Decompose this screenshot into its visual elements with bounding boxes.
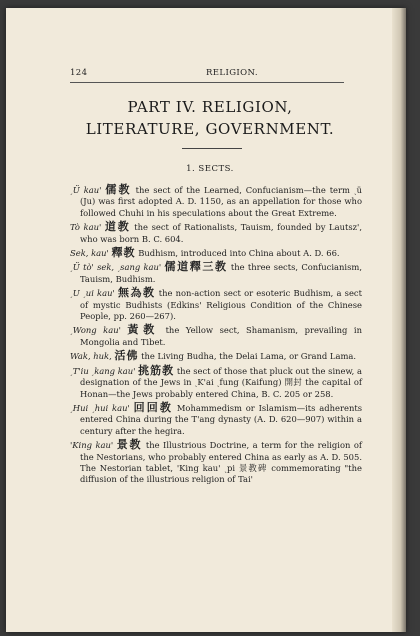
entry-characters: 回回教 (133, 400, 174, 414)
part-title-line-1: PART IV. RELIGION, (127, 98, 293, 116)
entry-romanization: ˏU ˏui kau' (70, 288, 115, 299)
entry (70, 184, 362, 219)
entry-definition: the Illustrious Doctrine, a term for the religion of the Nestorians, who probably entered China as early as A. D. 505. The Nestorian tablet, 'King kau' ˏpi 景教碑 commemorating "the diffusion of the illustrious religion of Tai' (80, 440, 363, 485)
entry-list (70, 184, 362, 488)
entry-characters: 道教 (104, 220, 131, 234)
entry-romanization: Sek, kau' (70, 248, 109, 259)
entry-definition: Budhism, introduced into China about A. D. 66. (138, 248, 340, 259)
entry (70, 247, 362, 259)
title-rule (182, 148, 242, 149)
entry-characters: 活佛 (114, 349, 139, 363)
entry-romanization: ˏT'iu ˏkang kau' (70, 365, 136, 376)
entry-characters: 黃教 (127, 323, 160, 337)
section-title: 1. SECTS. (186, 164, 234, 174)
entry (70, 324, 362, 348)
entry-characters: 景教 (116, 438, 143, 452)
entry-definition: the Yellow sect, Shamanism, prevailing in Mongolia and Tibet. (80, 325, 362, 347)
entry-romanization: ˏHui ˏhui kau' (70, 402, 130, 413)
entry-definition: Mohammedism or Islamism—its adherents entered China during the T'ang dynasty (A. D. 620—907) within a century after the hegira. (80, 402, 362, 436)
entry-definition: the Living Budha, the Delai Lama, or Grand Lama. (141, 351, 357, 362)
entry (70, 221, 362, 245)
entry-definition: the sect of the Learned, Confucianism—the term ˏü (Ju) was first adopted A. D. 1150, as an appellation for those who followed Chuhi in his speculations about the Great Extreme. (80, 185, 363, 218)
part-title (70, 96, 350, 140)
running-title: RELIGION. (206, 68, 258, 78)
entry-romanization: ˏWong kau' (70, 325, 121, 336)
entry (70, 365, 362, 400)
entry-characters: 儒教 (105, 183, 132, 196)
entry-definition: the sect of Rationalists, Tauism, founded by Lautsz', who was born B. C. 604. (80, 222, 362, 244)
entry (70, 261, 362, 285)
entry-characters: 無為教 (118, 286, 156, 300)
entry (70, 402, 362, 437)
entry-romanization: 'King kau' (70, 440, 114, 451)
part-title-line-2: LITERATURE, GOVERNMENT. (85, 120, 335, 138)
entry-definition: the three sects, Confucianism, Tauism, Budhism. (80, 262, 362, 284)
entry (70, 287, 362, 322)
header-rule (70, 82, 344, 83)
entry-characters: 儒道釋三教 (164, 260, 228, 274)
entry-romanization: Wak, huk, (70, 351, 112, 362)
entry-romanization: Tò kau' (70, 222, 102, 233)
page-gutter (392, 8, 406, 632)
entry-romanization: ˏÜ kau' (70, 185, 102, 195)
entry-characters: 挑筋教 (138, 363, 175, 377)
entry (70, 350, 362, 362)
entry (70, 439, 362, 486)
entry-romanization: ˏÜ tò' sek, ˏsang kau' (70, 262, 162, 273)
book-page (6, 8, 406, 632)
entry-definition: the non-action sect or esoteric Budhism, a sect of mystic Budhists (Edkins' Religious Condition of the Chinese People, pp. 260—267). (80, 288, 362, 322)
entry-characters: 釋教 (111, 246, 136, 260)
entry-definition: the sect of those that pluck out the sinew, a designation of the Jews in ˏK'ai ˏfung (Kaifung) 開封 the capital of Honan—the Jews probably entered China, B. C. 205 or 258. (80, 365, 362, 399)
page-number: 124 (70, 68, 88, 78)
